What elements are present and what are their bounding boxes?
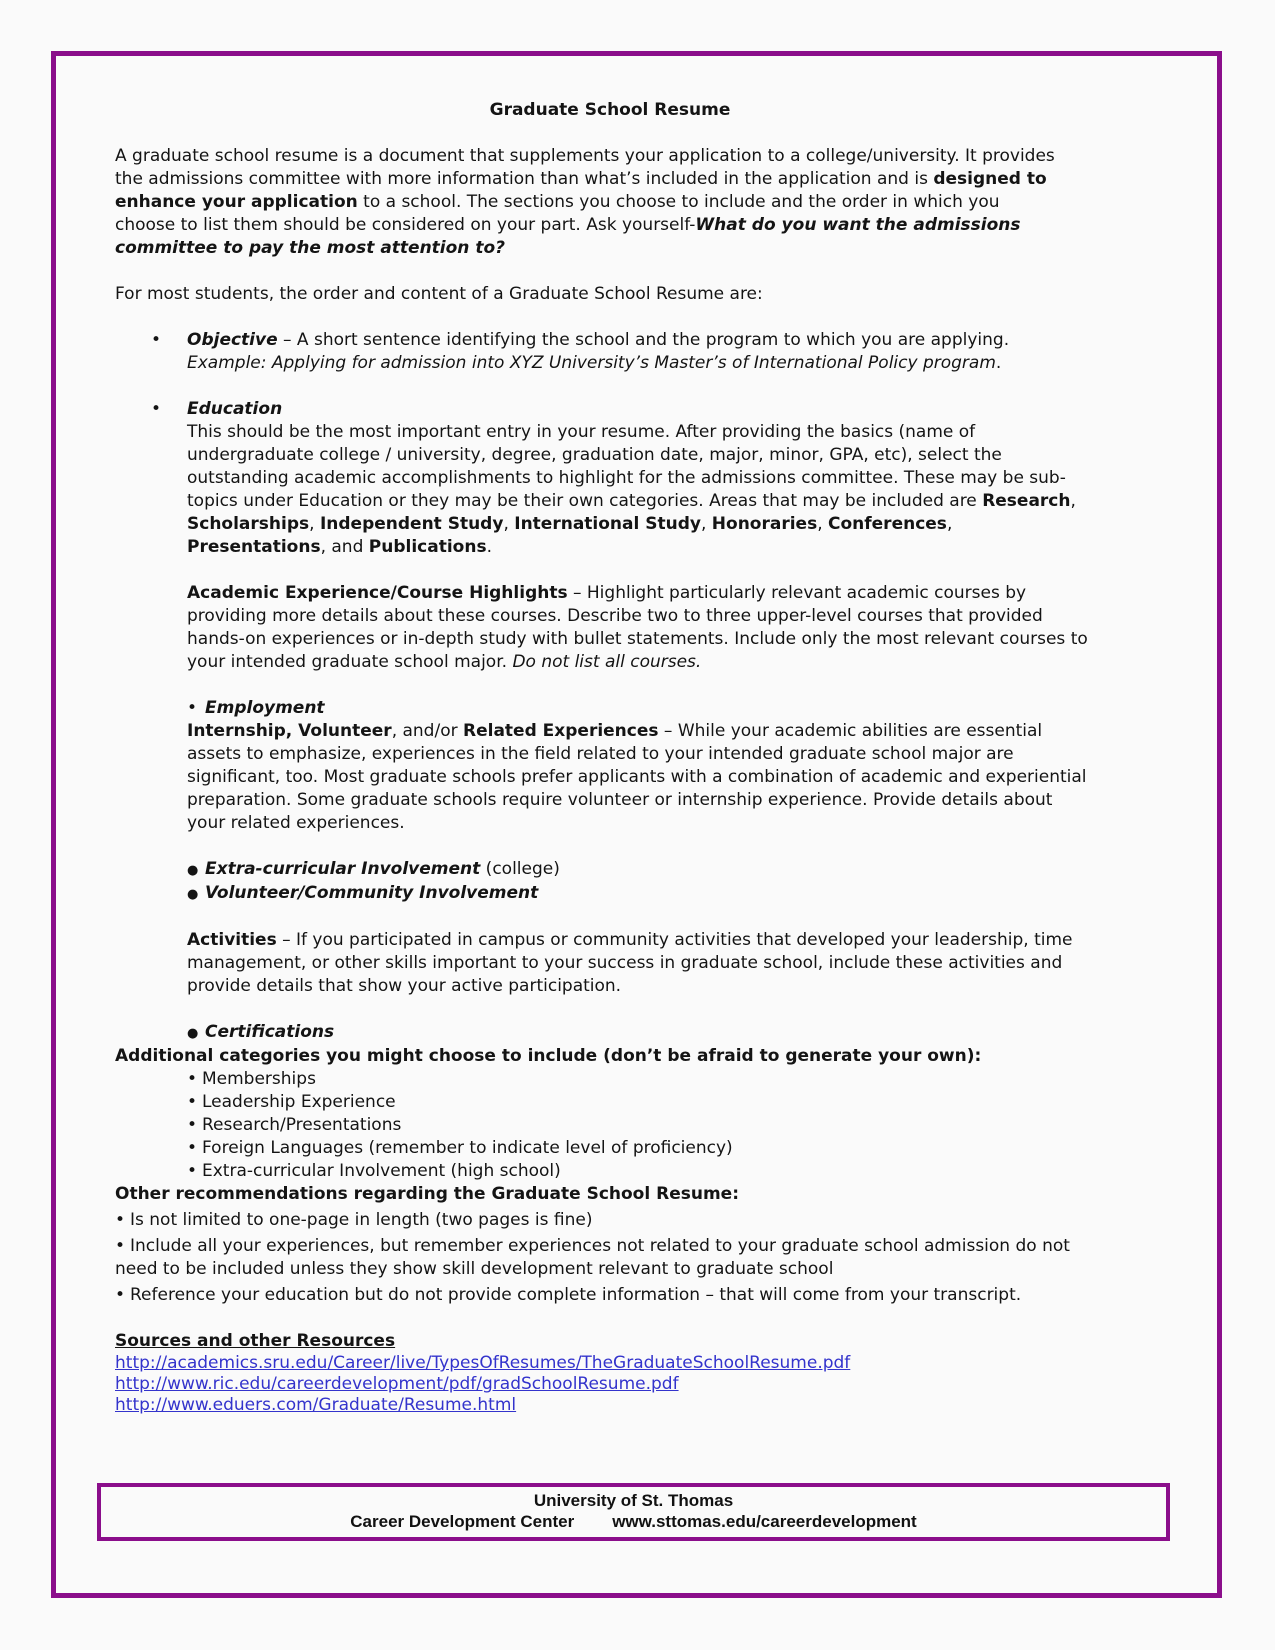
text-segment: Graduate School Resume (489, 100, 731, 120)
text-segment: , (946, 514, 953, 534)
spacer (115, 835, 1105, 858)
footer-box (97, 1483, 1170, 1541)
text-segment: – If you participated in campus or community activities that developed your leadership, time management, or other skills important to your success in graduate school, include these activities and provide details that show your active participation. (187, 930, 1073, 996)
text-segment: Research/Presentations (202, 1115, 402, 1135)
footer-university: University of St. Thomas (533, 1491, 734, 1510)
text-segment: , (1070, 491, 1076, 511)
text-segment: Conferences (828, 514, 947, 534)
text-segment: Related Experiences (463, 721, 659, 741)
sub-bullet-research (187, 1114, 1092, 1137)
text-segment: . (995, 353, 1002, 373)
activities-paragraph (187, 929, 1092, 998)
text-segment: Is not limited to one-page in length (two pages is fine) (130, 1210, 593, 1230)
text-segment: designed to enhance your application (115, 169, 1047, 212)
text-segment: Activities (187, 930, 277, 950)
text-segment: Certifications (205, 1022, 335, 1042)
sub-bullet-leadership (187, 1091, 1092, 1114)
text-segment: Objective (187, 330, 278, 350)
bullet-objective (115, 329, 1092, 375)
bullet-employment (187, 697, 1092, 720)
spacer (115, 559, 1105, 582)
spacer (115, 674, 1105, 697)
bullet-marker: ● (187, 887, 199, 902)
bullet-marker: • (151, 330, 162, 350)
text-segment: Honoraries (711, 514, 818, 534)
text-segment: Publications (368, 537, 487, 557)
text-segment: Reference your education but do not provide complete information – that will come from your transcript. (130, 1285, 1022, 1305)
text-segment: – Highlight particularly relevant academic courses by providing more details about these courses. Describe two to three upper-level courses that provided hands-on experiences or in-depth study with bullet statements. Include only the most relevant courses to your intended graduate school major. (187, 583, 1088, 672)
text-segment: Do not list all courses. (512, 652, 702, 672)
spacer (115, 1307, 1105, 1330)
text-segment: What do you want the admissions committee to pay the most attention to? (115, 215, 1021, 258)
text-segment: – A short sentence identifying the school and the program to which you are applying. (277, 330, 1010, 350)
text-segment: Education (187, 399, 283, 419)
additional-categories-heading (115, 1045, 1105, 1068)
text-segment: Foreign Languages (remember to indicate level of proficiency) (202, 1138, 733, 1158)
text-segment: (college) (480, 859, 560, 879)
text-segment: , (503, 514, 515, 534)
source-link-eduers[interactable]: http://www.eduers.com/Graduate/Resume.html (115, 1395, 517, 1415)
text-segment: A graduate school resume is a document that supplements your application to a college/university. It provides the admissions committee with more information than what’s included in the application and is (115, 146, 1055, 189)
recommendation-transcript (115, 1284, 1105, 1307)
bullet-marker: • (187, 1092, 198, 1112)
bullet-extracurricular-college (187, 858, 1092, 882)
academic-experience-paragraph (187, 582, 1092, 674)
bullet-marker: ● (187, 1026, 199, 1041)
bullet-marker: • (115, 1210, 126, 1230)
bullet-marker: • (187, 1069, 198, 1089)
bullet-marker: ● (187, 863, 199, 878)
employment-paragraph (187, 720, 1092, 835)
source-link-ric (115, 1374, 1105, 1395)
other-recommendations-heading (115, 1183, 1105, 1206)
spacer (115, 906, 1105, 929)
text-segment: Include all your experiences, but remember experiences not related to your graduate school admission do not need to be included unless they show skill development relevant to graduate school (115, 1236, 1070, 1279)
spacer (115, 306, 1105, 329)
text-segment: Scholarships (187, 514, 310, 534)
spacer (115, 122, 1105, 145)
source-link-eduers (115, 1395, 1105, 1416)
text-segment: Independent Study (319, 514, 504, 534)
text-segment: Internship, Volunteer (187, 721, 392, 741)
spacer (115, 260, 1105, 283)
text-segment: Presentations (187, 537, 321, 557)
text-segment: , (817, 514, 828, 534)
text-segment: Extra-curricular Involvement (205, 859, 481, 879)
text-segment: , and (320, 537, 369, 557)
bullet-education (115, 398, 1092, 559)
text-segment: , (700, 514, 712, 534)
spacer (115, 375, 1105, 398)
footer-line2 (101, 1511, 1166, 1532)
sub-bullet-extracurricular-hs (187, 1160, 1092, 1183)
text-segment: Example: Applying for admission into XYZ University’s Master’s of International Policy program (187, 353, 996, 373)
footer-center-name: Career Development Center (350, 1512, 575, 1531)
sub-bullet-languages (187, 1137, 1092, 1160)
recommendation-length (115, 1209, 1105, 1232)
text-segment: Sources and other Resources (115, 1331, 396, 1351)
text-segment: to a school. The sections you choose to include and the order in which you choose to list them should be considered on your part. Ask yourself- (115, 192, 1000, 235)
text-segment: Volunteer/Community Involvement (205, 883, 539, 903)
text-segment: Memberships (202, 1069, 316, 1089)
text-segment: Academic Experience/Course Highlights (187, 583, 568, 603)
text-segment: , and/or (391, 721, 463, 741)
source-link-sru[interactable]: http://academics.sru.edu/Career/live/TypesOfResumes/TheGraduateSchoolResume.pdf (115, 1353, 851, 1373)
bullet-marker: • (187, 698, 198, 718)
doc-title (115, 99, 1105, 122)
source-link-ric[interactable]: http://www.ric.edu/careerdevelopment/pdf/gradSchoolResume.pdf (115, 1374, 679, 1394)
text-segment: This should be the most important entry in your resume. After providing the basics (name of undergraduate college / university, degree, graduation date, major, minor, GPA, etc), select the outstanding academic accomplishments to highlight for the admissions committee. These may be sub-topics under Education or they may be their own categories. Areas that may be included are (187, 422, 1066, 511)
text-segment: Extra-curricular Involvement (high school) (202, 1161, 561, 1181)
bullet-volunteer-community (187, 882, 1092, 906)
text-segment: Leadership Experience (202, 1092, 396, 1112)
spacer (115, 998, 1105, 1021)
text-segment: Other recommendations regarding the Graduate School Resume: (115, 1184, 739, 1204)
bullet-marker: • (187, 1138, 198, 1158)
intro-paragraph (115, 145, 1060, 260)
document-body (115, 99, 1105, 1416)
bullet-marker: • (115, 1236, 126, 1256)
text-segment: Research (982, 491, 1071, 511)
text-segment: – While your academic abilities are essential assets to emphasize, experiences in the field related to your intended graduate school major are significant, too. Most graduate schools prefer applicants with a combination of academic and experiential preparation. Some graduate schools require volunteer or internship experience. Provide details about your related experiences. (187, 721, 1087, 833)
bullet-marker: • (115, 1285, 126, 1305)
bullet-marker: • (187, 1161, 198, 1181)
sources-heading (115, 1330, 1105, 1353)
order-paragraph (115, 283, 1060, 306)
text-segment: , (309, 514, 320, 534)
bullet-certifications (187, 1021, 1092, 1045)
source-link-sru (115, 1353, 1105, 1374)
text-segment: International Study (514, 514, 701, 534)
recommendation-experiences (115, 1235, 1105, 1281)
bullet-marker: • (151, 399, 162, 419)
text-segment: Employment (205, 698, 325, 718)
text-segment: Additional categories you might choose to include (don’t be afraid to generate your own): (115, 1046, 982, 1066)
text-segment: For most students, the order and content of a Graduate School Resume are: (115, 284, 763, 304)
bullet-marker: • (187, 1115, 198, 1135)
text-segment: . (486, 537, 492, 557)
sub-bullet-memberships (187, 1068, 1092, 1091)
footer-website: www.sttomas.edu/careerdevelopment (612, 1512, 917, 1531)
